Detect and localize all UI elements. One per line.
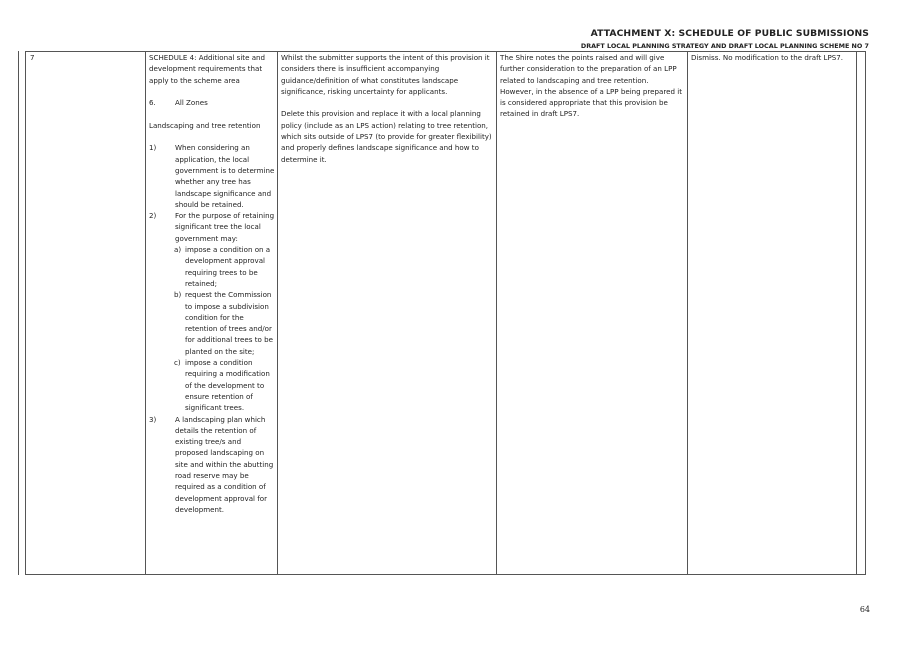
clause-item — [149, 210, 275, 244]
document-subtitle: DRAFT LOCAL PLANNING STRATEGY AND DRAFT LOCAL PLANNING SCHEME NO 7 — [580, 42, 869, 50]
subclause-item — [149, 289, 275, 357]
shire-response-cell: The Shire notes the points raised and will give further consideration to the preparation of an LPP related to landscaping and tree retention. However, in the absence of a LPP being prepared it is considered appropriate that this provision be retained in draft LPS7. — [500, 53, 683, 119]
zone-label: All Zones — [175, 98, 208, 108]
clause-text: For the purpose of retaining significant tree the local government may: — [175, 211, 275, 243]
table-margin-line — [18, 51, 19, 575]
column-border — [865, 51, 866, 575]
zone-row — [149, 97, 275, 108]
provision-heading: Landscaping and tree retention — [149, 120, 261, 130]
column-border — [687, 51, 688, 575]
subclause-item — [149, 357, 275, 413]
clause-number: 2) — [149, 211, 157, 221]
zone-number: 6. — [149, 98, 156, 108]
document-title: ATTACHMENT X: SCHEDULE OF PUBLIC SUBMISSIONS — [590, 28, 869, 39]
clause-item — [149, 414, 275, 516]
clause-number: 1) — [149, 143, 157, 153]
column-border — [25, 51, 26, 575]
subclause-letter: c) — [174, 358, 181, 368]
column-border — [496, 51, 497, 575]
table-bottom-border — [25, 574, 865, 575]
subclause-text: request the Commission to impose a subdivision condition for the retention of trees and/or for additional trees to be planted on the site; — [185, 290, 273, 356]
subclause-letter: b) — [174, 290, 182, 300]
provision-intro: SCHEDULE 4: Additional site and development requirements that apply to the scheme area — [149, 53, 266, 85]
submission-summary-cell — [281, 52, 495, 165]
column-border — [145, 51, 146, 575]
submission-number: 7 — [30, 53, 35, 62]
submission-paragraph: Whilst the submitter supports the intent of this provision it considers there is insufficient accompanying guidance/definition of what constitutes landscape significance, risking uncertainty for applicants. — [281, 53, 490, 96]
subclause-text: impose a condition on a development approval requiring trees to be retained; — [185, 245, 271, 288]
column-border — [277, 51, 278, 575]
subclause-item — [149, 244, 275, 289]
subclause-text: impose a condition requiring a modification of the development to ensure retention of significant trees. — [185, 358, 270, 413]
clause-text: When considering an application, the local government is to determine whether any tree has landscape significance and should be retained. — [175, 143, 275, 209]
page-number: 64 — [859, 605, 870, 614]
scheme-provision-cell — [149, 52, 275, 515]
subclause-letter: a) — [174, 245, 182, 255]
recommendation-cell: Dismiss. No modification to the draft LPS7. — [691, 53, 844, 62]
submissions-table — [18, 51, 858, 575]
clause-text: A landscaping plan which details the retention of existing tree/s and proposed landscaping on site and within the abutting road reserve may be required as a condition of development approval for development. — [175, 414, 274, 514]
column-border — [856, 51, 857, 575]
clause-number: 3) — [149, 414, 157, 424]
clause-item — [149, 142, 275, 210]
submission-paragraph: Delete this provision and replace it with a local planning policy (include as an LPS action) relating to tree retention, which sits outside of LPS7 (to provide for greater flexibility) and properly defines landscape significance and how to determine it. — [281, 109, 492, 164]
